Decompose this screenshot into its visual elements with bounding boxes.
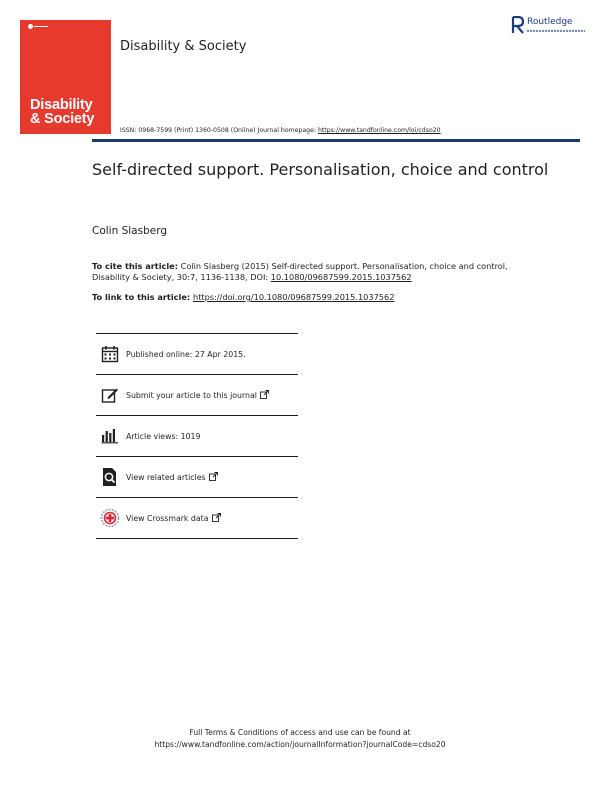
journal-name: Disability & Society	[120, 39, 247, 54]
issn-line	[120, 127, 441, 134]
issn-text: ISSN: 0968-7599 (Print) 1360-0508 (Online) Journal homepage:	[120, 127, 318, 134]
external-link-icon	[260, 390, 269, 401]
publisher-name: Routledge	[527, 17, 573, 27]
article-link-row	[92, 292, 394, 302]
calendar-icon	[99, 343, 121, 365]
routledge-r-icon	[511, 16, 525, 34]
header-divider	[92, 139, 580, 142]
cite-text: Colin Slasberg (2015) Self-directed support. Personalisation, choice and control, Disability & Society, 30:7, 1136-1138, DOI:	[92, 261, 508, 282]
search-document-icon	[99, 466, 121, 488]
article-title: Self-directed support. Personalisation, choice and control	[92, 160, 549, 179]
terms-text: Full Terms & Conditions of access and use can be found at	[189, 728, 411, 737]
link-label: To link to this article:	[92, 292, 193, 302]
crossmark-icon	[99, 507, 121, 529]
bar-chart-icon	[99, 425, 121, 447]
cite-label: To cite this article:	[92, 261, 178, 271]
terms-url[interactable]: https://www.tandfonline.com/action/journalInformation?journalCode=cdso20	[154, 740, 446, 749]
article-views-row	[96, 416, 298, 457]
article-views-count: Article views: 1019	[126, 431, 201, 441]
submit-article-link[interactable]: Submit your article to this journal	[126, 390, 257, 400]
publisher-logo	[511, 15, 591, 41]
article-info-panel	[96, 333, 298, 539]
journal-homepage-link[interactable]: https://www.tandfonline.com/loi/cdso20	[317, 127, 441, 134]
article-doi-link[interactable]: https://doi.org/10.1080/09687599.2015.1037562	[193, 292, 395, 302]
terms-footer	[100, 727, 500, 751]
cover-footer-strip	[30, 144, 100, 146]
related-articles-link[interactable]: View related articles	[126, 472, 206, 482]
submit-article-row[interactable]	[96, 375, 298, 416]
citation-block	[92, 261, 512, 283]
external-link-icon	[212, 513, 221, 524]
related-articles-row[interactable]	[96, 457, 298, 498]
crossmark-link[interactable]: View Crossmark data	[126, 513, 209, 523]
published-date: Published online: 27 Apr 2015.	[126, 349, 246, 359]
cover-title: Disability & Society	[30, 97, 95, 127]
cover-publisher-logo	[28, 24, 50, 29]
crossmark-row[interactable]	[96, 498, 298, 539]
edit-icon	[99, 384, 121, 406]
journal-cover	[20, 20, 111, 134]
published-row	[96, 333, 298, 375]
cite-doi-link[interactable]: 10.1080/09687599.2015.1037562	[270, 272, 412, 282]
external-link-icon	[209, 472, 218, 483]
publisher-tagline	[527, 30, 585, 32]
article-author: Colin Slasberg	[92, 225, 167, 237]
